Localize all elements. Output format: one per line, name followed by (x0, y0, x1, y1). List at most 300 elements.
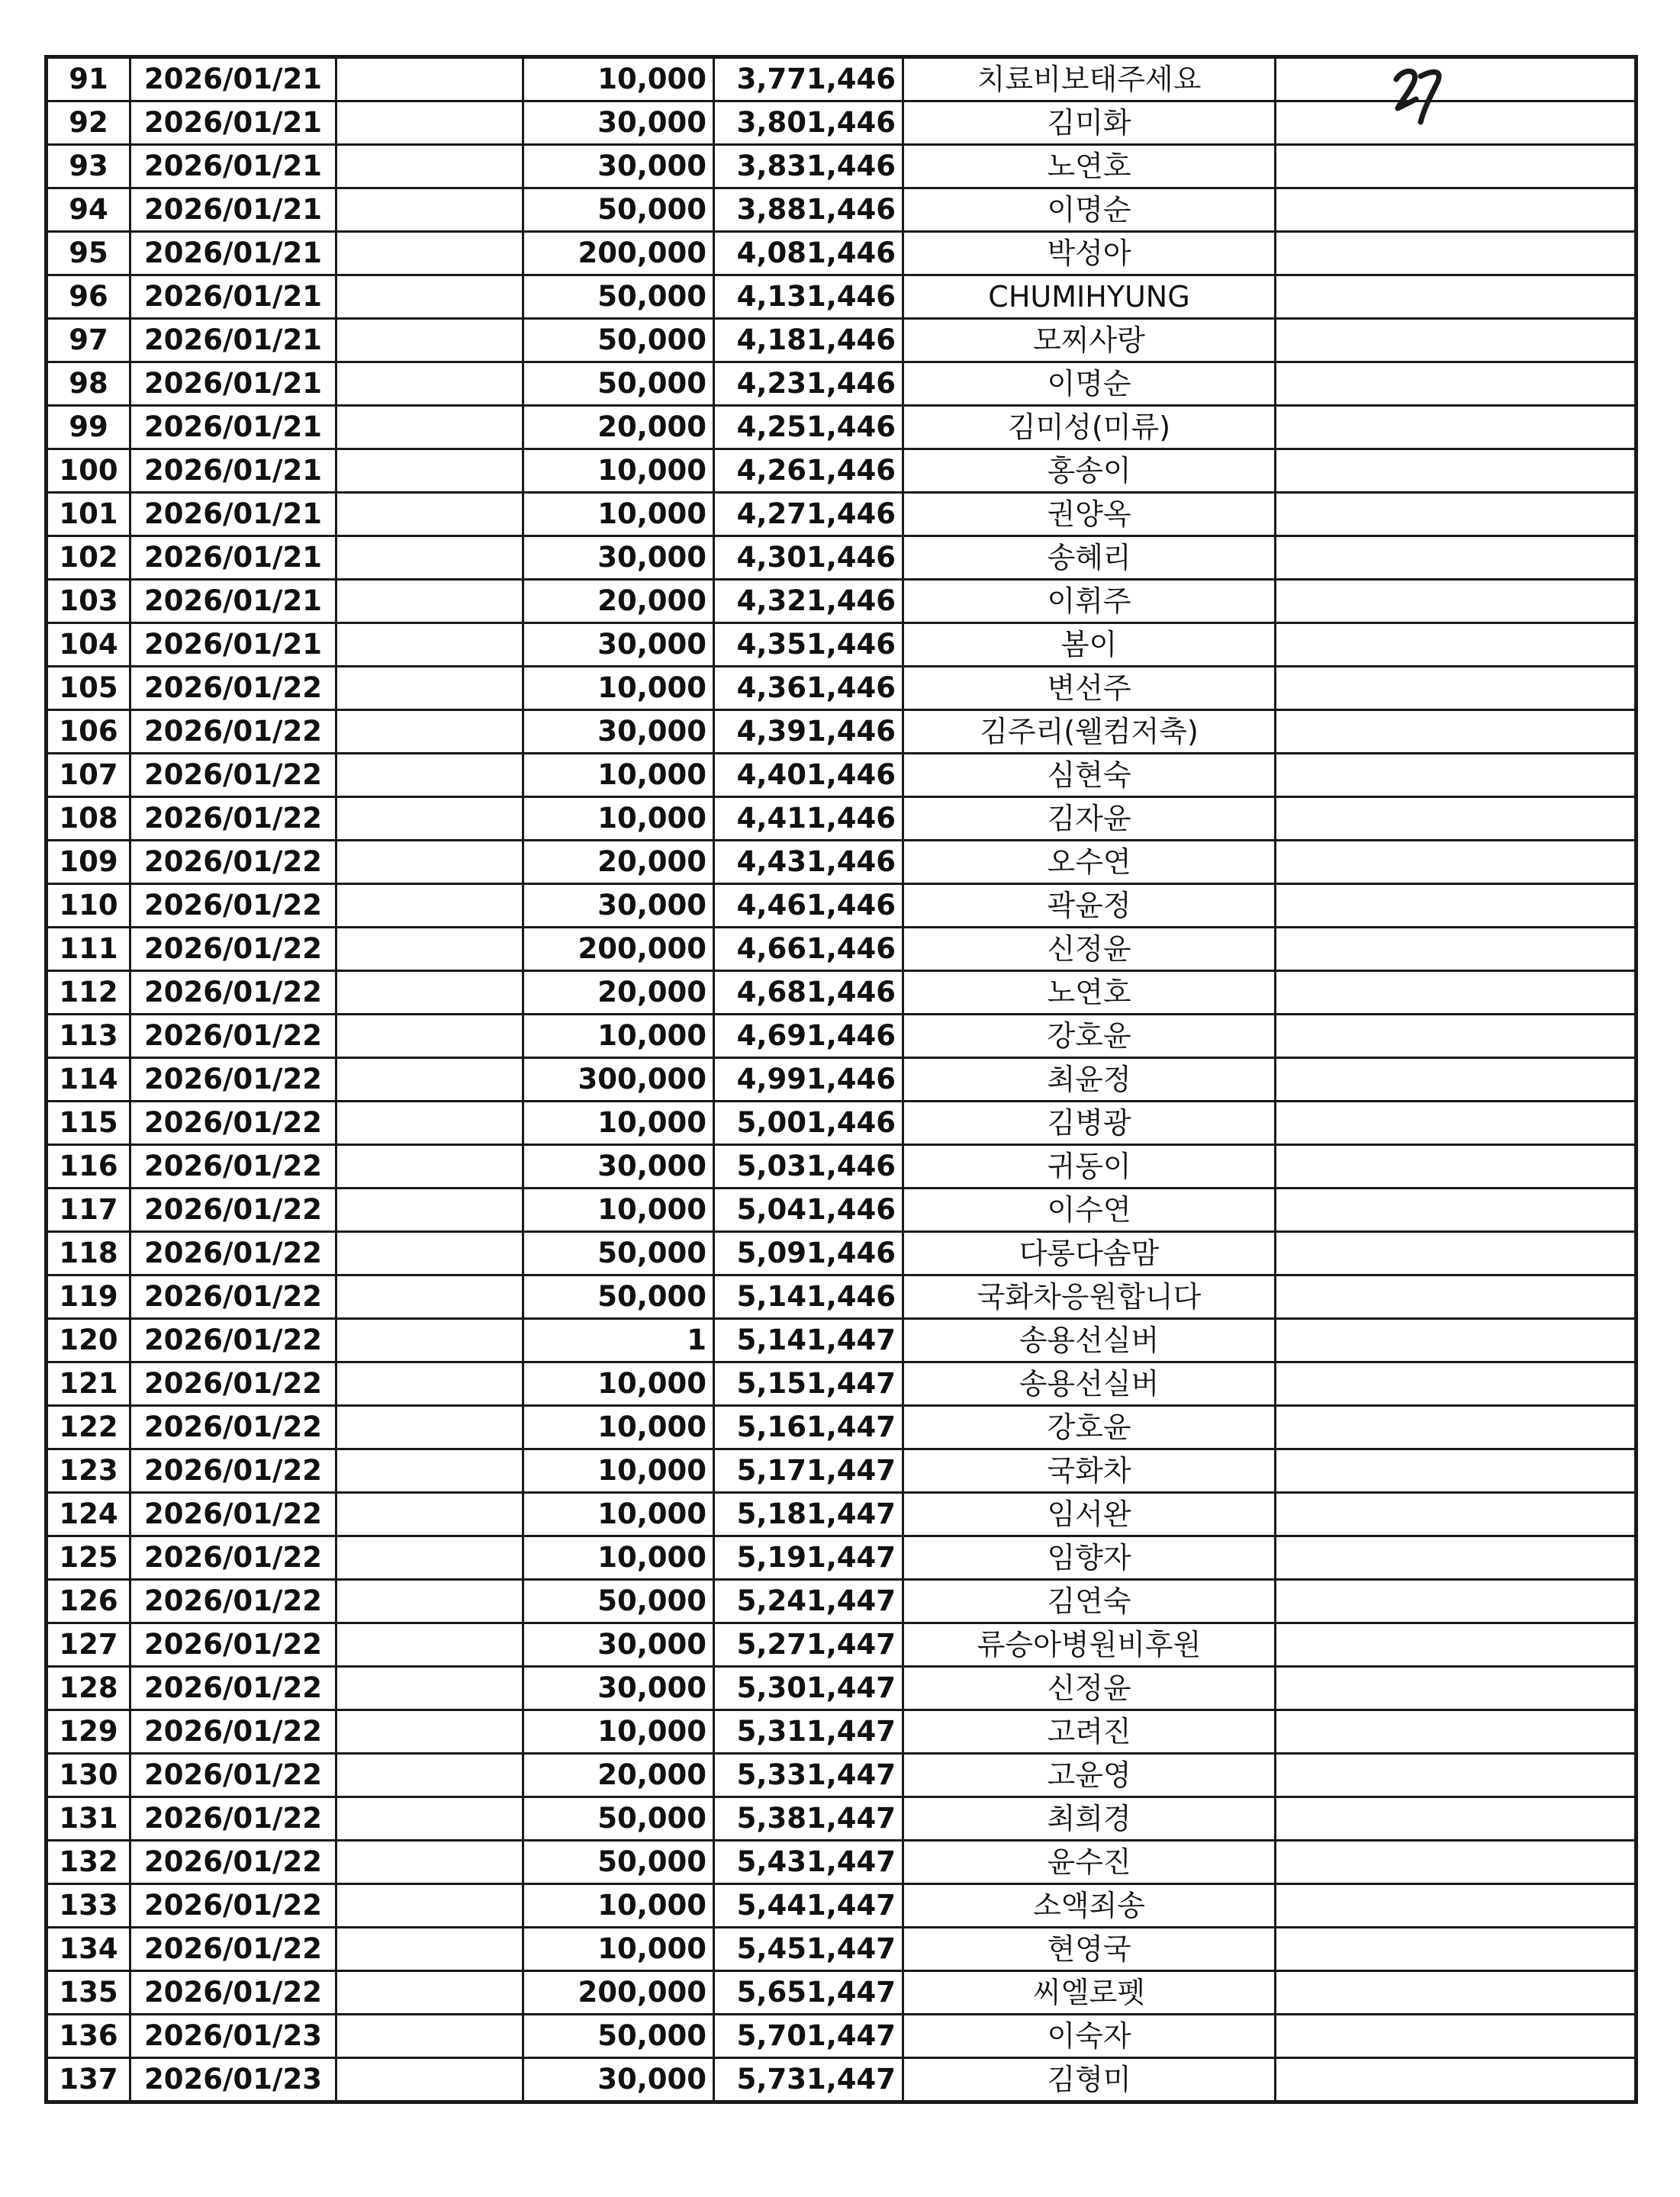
row-note (1276, 841, 1637, 884)
row-date: 2026/01/22 (130, 928, 336, 971)
table-row (47, 1971, 1637, 2015)
row-number: 117 (47, 1189, 130, 1232)
row-memo (336, 1754, 523, 1797)
row-memo (336, 1145, 523, 1189)
row-note (1276, 1449, 1637, 1493)
row-depositor-name: 이숙자 (903, 2015, 1276, 2058)
row-memo (336, 1580, 523, 1623)
row-balance: 5,701,447 (714, 2015, 903, 2058)
row-note (1276, 1667, 1637, 1710)
row-amount: 10,000 (523, 1493, 714, 1536)
row-depositor-name: 이명순 (903, 362, 1276, 406)
table-row (47, 1232, 1637, 1275)
row-amount: 10,000 (523, 754, 714, 797)
row-note (1276, 1362, 1637, 1406)
row-memo (336, 1058, 523, 1102)
row-balance: 4,261,446 (714, 449, 903, 493)
row-amount: 30,000 (523, 1623, 714, 1667)
row-date: 2026/01/22 (130, 797, 336, 841)
row-number: 99 (47, 406, 130, 449)
row-balance: 5,271,447 (714, 1623, 903, 1667)
row-balance: 5,311,447 (714, 1710, 903, 1754)
row-depositor-name: 최희경 (903, 1797, 1276, 1841)
row-balance: 3,831,446 (714, 145, 903, 188)
table-row (47, 884, 1637, 928)
row-number: 127 (47, 1623, 130, 1667)
row-amount: 1 (523, 1319, 714, 1362)
row-memo (336, 145, 523, 188)
row-memo (336, 1623, 523, 1667)
row-balance: 5,141,447 (714, 1319, 903, 1362)
row-note (1276, 1275, 1637, 1319)
row-note (1276, 57, 1637, 101)
table-row (47, 1362, 1637, 1406)
row-number: 114 (47, 1058, 130, 1102)
row-balance: 4,081,446 (714, 232, 903, 275)
row-depositor-name: 소액죄송 (903, 1884, 1276, 1928)
row-number: 112 (47, 971, 130, 1015)
row-number: 110 (47, 884, 130, 928)
row-date: 2026/01/22 (130, 1841, 336, 1884)
row-depositor-name: 곽윤정 (903, 884, 1276, 928)
row-balance: 4,361,446 (714, 667, 903, 710)
table-row (47, 1319, 1637, 1362)
row-number: 126 (47, 1580, 130, 1623)
row-date: 2026/01/22 (130, 841, 336, 884)
row-depositor-name: 노연호 (903, 971, 1276, 1015)
table-row (47, 1928, 1637, 1971)
row-date: 2026/01/22 (130, 1928, 336, 1971)
row-note (1276, 710, 1637, 754)
row-depositor-name: 권양옥 (903, 493, 1276, 536)
row-amount: 200,000 (523, 1971, 714, 2015)
row-memo (336, 536, 523, 580)
row-balance: 5,141,446 (714, 1275, 903, 1319)
row-note (1276, 884, 1637, 928)
row-amount: 10,000 (523, 797, 714, 841)
row-depositor-name: 이명순 (903, 188, 1276, 232)
row-balance: 4,661,446 (714, 928, 903, 971)
row-date: 2026/01/22 (130, 1232, 336, 1275)
row-note (1276, 1971, 1637, 2015)
row-note (1276, 1319, 1637, 1362)
row-number: 132 (47, 1841, 130, 1884)
row-note (1276, 1754, 1637, 1797)
row-date: 2026/01/21 (130, 188, 336, 232)
row-balance: 4,321,446 (714, 580, 903, 623)
row-memo (336, 2015, 523, 2058)
row-depositor-name: 강호윤 (903, 1406, 1276, 1449)
row-amount: 10,000 (523, 1884, 714, 1928)
row-date: 2026/01/22 (130, 1058, 336, 1102)
row-amount: 50,000 (523, 188, 714, 232)
row-balance: 4,391,446 (714, 710, 903, 754)
row-date: 2026/01/22 (130, 1102, 336, 1145)
table-row (47, 1623, 1637, 1667)
ledger-body (47, 57, 1637, 2102)
row-number: 111 (47, 928, 130, 971)
row-number: 109 (47, 841, 130, 884)
row-date: 2026/01/22 (130, 1449, 336, 1493)
table-row (47, 1449, 1637, 1493)
row-note (1276, 1015, 1637, 1058)
row-amount: 20,000 (523, 1754, 714, 1797)
row-balance: 3,881,446 (714, 188, 903, 232)
row-depositor-name: 변선주 (903, 667, 1276, 710)
row-balance: 5,181,447 (714, 1493, 903, 1536)
row-amount: 10,000 (523, 1362, 714, 1406)
row-date: 2026/01/21 (130, 319, 336, 362)
row-number: 130 (47, 1754, 130, 1797)
row-amount: 10,000 (523, 449, 714, 493)
row-note (1276, 971, 1637, 1015)
row-amount: 50,000 (523, 275, 714, 319)
row-date: 2026/01/21 (130, 362, 336, 406)
row-amount: 50,000 (523, 319, 714, 362)
row-amount: 30,000 (523, 884, 714, 928)
row-depositor-name: 김주리(웰컴저축) (903, 710, 1276, 754)
row-balance: 4,231,446 (714, 362, 903, 406)
row-note (1276, 1232, 1637, 1275)
row-balance: 5,041,446 (714, 1189, 903, 1232)
table-row (47, 319, 1637, 362)
row-memo (336, 884, 523, 928)
row-number: 121 (47, 1362, 130, 1406)
row-date: 2026/01/21 (130, 449, 336, 493)
row-balance: 4,351,446 (714, 623, 903, 667)
row-memo (336, 1449, 523, 1493)
row-note (1276, 1623, 1637, 1667)
row-depositor-name: 홍송이 (903, 449, 1276, 493)
row-note (1276, 275, 1637, 319)
row-memo (336, 449, 523, 493)
row-depositor-name: 현영국 (903, 1928, 1276, 1971)
table-row (47, 449, 1637, 493)
row-number: 101 (47, 493, 130, 536)
row-date: 2026/01/22 (130, 1015, 336, 1058)
row-number: 96 (47, 275, 130, 319)
row-memo (336, 1493, 523, 1536)
table-row (47, 1058, 1637, 1102)
row-note (1276, 1189, 1637, 1232)
row-amount: 30,000 (523, 1667, 714, 1710)
table-row (47, 1710, 1637, 1754)
row-depositor-name: 다롱다솜맘 (903, 1232, 1276, 1275)
row-balance: 5,651,447 (714, 1971, 903, 2015)
row-depositor-name: 김자윤 (903, 797, 1276, 841)
row-balance: 5,431,447 (714, 1841, 903, 1884)
row-date: 2026/01/21 (130, 232, 336, 275)
row-amount: 50,000 (523, 1275, 714, 1319)
row-depositor-name: 오수연 (903, 841, 1276, 884)
row-amount: 50,000 (523, 1580, 714, 1623)
row-amount: 30,000 (523, 145, 714, 188)
row-date: 2026/01/21 (130, 101, 336, 145)
table-row (47, 1754, 1637, 1797)
row-memo (336, 2058, 523, 2102)
row-depositor-name: 송용선실버 (903, 1362, 1276, 1406)
row-note (1276, 1841, 1637, 1884)
row-balance: 4,181,446 (714, 319, 903, 362)
row-depositor-name: 봄이 (903, 623, 1276, 667)
row-date: 2026/01/22 (130, 1580, 336, 1623)
handwritten-mark (1390, 63, 1451, 131)
row-balance: 4,411,446 (714, 797, 903, 841)
row-balance: 5,331,447 (714, 1754, 903, 1797)
row-memo (336, 1362, 523, 1406)
row-depositor-name: 귀동이 (903, 1145, 1276, 1189)
row-amount: 10,000 (523, 1406, 714, 1449)
row-balance: 5,441,447 (714, 1884, 903, 1928)
row-number: 129 (47, 1710, 130, 1754)
row-number: 91 (47, 57, 130, 101)
row-memo (336, 928, 523, 971)
row-date: 2026/01/21 (130, 406, 336, 449)
row-amount: 10,000 (523, 1189, 714, 1232)
row-note (1276, 406, 1637, 449)
row-memo (336, 623, 523, 667)
row-balance: 4,401,446 (714, 754, 903, 797)
row-balance: 5,381,447 (714, 1797, 903, 1841)
row-memo (336, 1406, 523, 1449)
row-memo (336, 1232, 523, 1275)
row-note (1276, 1493, 1637, 1536)
row-date: 2026/01/21 (130, 57, 336, 101)
row-note (1276, 1797, 1637, 1841)
table-row (47, 841, 1637, 884)
row-memo (336, 1884, 523, 1928)
row-date: 2026/01/22 (130, 1145, 336, 1189)
row-date: 2026/01/22 (130, 1623, 336, 1667)
table-row (47, 232, 1637, 275)
row-memo (336, 101, 523, 145)
row-memo (336, 1015, 523, 1058)
row-note (1276, 1710, 1637, 1754)
row-date: 2026/01/22 (130, 971, 336, 1015)
row-date: 2026/01/21 (130, 275, 336, 319)
row-date: 2026/01/22 (130, 1406, 336, 1449)
row-balance: 5,301,447 (714, 1667, 903, 1710)
row-note (1276, 797, 1637, 841)
row-date: 2026/01/22 (130, 1536, 336, 1580)
row-number: 133 (47, 1884, 130, 1928)
row-memo (336, 797, 523, 841)
row-memo (336, 1971, 523, 2015)
row-depositor-name: 신정윤 (903, 1667, 1276, 1710)
row-depositor-name: 김형미 (903, 2058, 1276, 2102)
row-memo (336, 57, 523, 101)
table-row (47, 1145, 1637, 1189)
row-depositor-name: 김연숙 (903, 1580, 1276, 1623)
row-memo (336, 493, 523, 536)
row-balance: 3,801,446 (714, 101, 903, 145)
row-balance: 5,241,447 (714, 1580, 903, 1623)
row-balance: 4,251,446 (714, 406, 903, 449)
row-note (1276, 145, 1637, 188)
row-memo (336, 1319, 523, 1362)
table-row (47, 580, 1637, 623)
row-balance: 5,451,447 (714, 1928, 903, 1971)
row-balance: 4,691,446 (714, 1015, 903, 1058)
row-amount: 10,000 (523, 1102, 714, 1145)
row-amount: 50,000 (523, 1797, 714, 1841)
row-number: 135 (47, 1971, 130, 2015)
row-date: 2026/01/22 (130, 754, 336, 797)
row-date: 2026/01/22 (130, 667, 336, 710)
row-number: 134 (47, 1928, 130, 1971)
row-amount: 10,000 (523, 1536, 714, 1580)
row-depositor-name: 김미화 (903, 101, 1276, 145)
row-memo (336, 841, 523, 884)
row-depositor-name: 고윤영 (903, 1754, 1276, 1797)
row-depositor-name: 국화차응원합니다 (903, 1275, 1276, 1319)
row-depositor-name: 최윤정 (903, 1058, 1276, 1102)
row-date: 2026/01/22 (130, 1971, 336, 2015)
table-row (47, 2058, 1637, 2102)
row-amount: 50,000 (523, 1841, 714, 1884)
row-date: 2026/01/22 (130, 1754, 336, 1797)
table-row (47, 1841, 1637, 1884)
row-number: 108 (47, 797, 130, 841)
row-number: 95 (47, 232, 130, 275)
row-number: 116 (47, 1145, 130, 1189)
row-memo (336, 188, 523, 232)
row-note (1276, 623, 1637, 667)
row-memo (336, 971, 523, 1015)
row-depositor-name: 김미성(미류) (903, 406, 1276, 449)
row-date: 2026/01/21 (130, 145, 336, 188)
row-amount: 200,000 (523, 928, 714, 971)
row-amount: 50,000 (523, 2015, 714, 2058)
row-amount: 20,000 (523, 841, 714, 884)
row-note (1276, 2058, 1637, 2102)
row-balance: 5,091,446 (714, 1232, 903, 1275)
row-balance: 5,731,447 (714, 2058, 903, 2102)
row-memo (336, 1536, 523, 1580)
row-date: 2026/01/21 (130, 623, 336, 667)
row-note (1276, 1536, 1637, 1580)
row-date: 2026/01/22 (130, 710, 336, 754)
row-date: 2026/01/22 (130, 1189, 336, 1232)
row-date: 2026/01/22 (130, 1797, 336, 1841)
row-amount: 30,000 (523, 101, 714, 145)
row-note (1276, 754, 1637, 797)
row-number: 131 (47, 1797, 130, 1841)
row-memo (336, 275, 523, 319)
table-row (47, 1493, 1637, 1536)
row-date: 2026/01/21 (130, 580, 336, 623)
table-row (47, 1102, 1637, 1145)
row-balance: 4,991,446 (714, 1058, 903, 1102)
row-number: 103 (47, 580, 130, 623)
row-balance: 4,271,446 (714, 493, 903, 536)
row-number: 125 (47, 1536, 130, 1580)
table-row (47, 145, 1637, 188)
row-number: 97 (47, 319, 130, 362)
table-row (47, 1797, 1637, 1841)
row-depositor-name: 신정윤 (903, 928, 1276, 971)
row-memo (336, 362, 523, 406)
row-date: 2026/01/22 (130, 884, 336, 928)
table-row (47, 928, 1637, 971)
table-row (47, 971, 1637, 1015)
row-amount: 30,000 (523, 710, 714, 754)
row-memo (336, 754, 523, 797)
table-row (47, 1536, 1637, 1580)
row-number: 136 (47, 2015, 130, 2058)
row-date: 2026/01/22 (130, 1884, 336, 1928)
table-row (47, 1884, 1637, 1928)
row-amount: 10,000 (523, 1449, 714, 1493)
row-date: 2026/01/22 (130, 1493, 336, 1536)
row-memo (336, 1189, 523, 1232)
row-note (1276, 2015, 1637, 2058)
row-amount: 300,000 (523, 1058, 714, 1102)
row-date: 2026/01/23 (130, 2058, 336, 2102)
table-row (47, 362, 1637, 406)
row-amount: 10,000 (523, 667, 714, 710)
table-row (47, 754, 1637, 797)
row-number: 94 (47, 188, 130, 232)
row-number: 93 (47, 145, 130, 188)
row-balance: 5,151,447 (714, 1362, 903, 1406)
row-balance: 5,161,447 (714, 1406, 903, 1449)
row-depositor-name: 모찌사랑 (903, 319, 1276, 362)
row-balance: 5,001,446 (714, 1102, 903, 1145)
row-memo (336, 1928, 523, 1971)
row-depositor-name: 씨엘로펫 (903, 1971, 1276, 2015)
row-note (1276, 667, 1637, 710)
table-row (47, 1275, 1637, 1319)
row-note (1276, 232, 1637, 275)
table-row (47, 667, 1637, 710)
row-balance: 4,681,446 (714, 971, 903, 1015)
row-depositor-name: 치료비보태주세요 (903, 57, 1276, 101)
row-note (1276, 1884, 1637, 1928)
row-memo (336, 1797, 523, 1841)
row-amount: 30,000 (523, 2058, 714, 2102)
row-amount: 10,000 (523, 1928, 714, 1971)
row-note (1276, 536, 1637, 580)
row-note (1276, 1580, 1637, 1623)
row-memo (336, 1102, 523, 1145)
row-date: 2026/01/22 (130, 1319, 336, 1362)
row-amount: 30,000 (523, 623, 714, 667)
donation-ledger-table (44, 55, 1638, 2104)
row-number: 123 (47, 1449, 130, 1493)
row-memo (336, 1275, 523, 1319)
row-memo (336, 1841, 523, 1884)
row-number: 107 (47, 754, 130, 797)
table-row (47, 623, 1637, 667)
row-number: 115 (47, 1102, 130, 1145)
row-date: 2026/01/22 (130, 1667, 336, 1710)
row-depositor-name: 윤수진 (903, 1841, 1276, 1884)
row-date: 2026/01/23 (130, 2015, 336, 2058)
row-balance: 5,031,446 (714, 1145, 903, 1189)
row-date: 2026/01/22 (130, 1710, 336, 1754)
table-row (47, 188, 1637, 232)
row-memo (336, 580, 523, 623)
row-depositor-name: 송혜리 (903, 536, 1276, 580)
row-date: 2026/01/22 (130, 1275, 336, 1319)
table-row (47, 493, 1637, 536)
row-balance: 3,771,446 (714, 57, 903, 101)
row-number: 124 (47, 1493, 130, 1536)
table-row (47, 1667, 1637, 1710)
row-depositor-name: 고려진 (903, 1710, 1276, 1754)
row-note (1276, 1102, 1637, 1145)
